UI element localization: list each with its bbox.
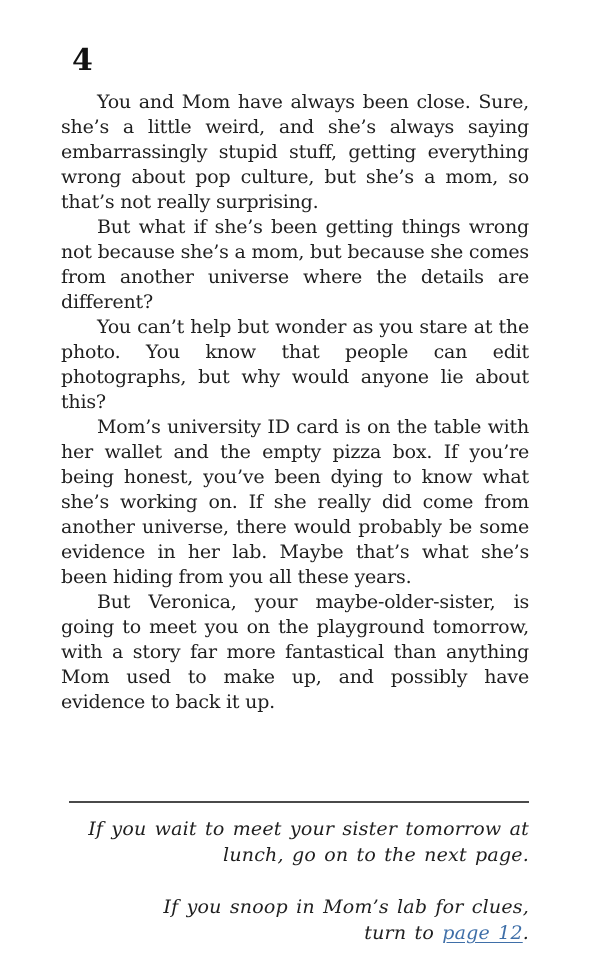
choice-wait-line-1: If you wait to meet your sister tomorrow at <box>88 818 529 840</box>
page-number: 4 <box>72 43 93 78</box>
choice-footer <box>61 801 529 946</box>
choice-wait <box>61 816 529 868</box>
story-paragraph: You can’t help but wonder as you stare at the photo. You know that people can edit photographs, but why would anyone lie about this? <box>61 316 529 413</box>
story-text <box>61 90 529 715</box>
choice-snoop-prefix: turn to <box>364 922 443 944</box>
divider <box>69 801 529 803</box>
choice-wait-line-2: lunch, go on to the next page. <box>223 844 529 866</box>
page-12-link[interactable]: page 12 <box>442 922 523 944</box>
story-paragraph: You and Mom have always been close. Sure, she’s a little weird, and she’s always saying embarrassingly stupid stuff, getting everything wrong about pop culture, but she’s a mom, so that’s not really surprising. <box>61 91 529 213</box>
story-paragraph: But what if she’s been getting things wrong not because she’s a mom, but because she comes from another universe where the details are different? <box>61 216 529 313</box>
choice-snoop <box>61 894 529 946</box>
choice-snoop-suffix: . <box>522 922 529 944</box>
page-content <box>61 45 529 715</box>
choice-snoop-line-1: If you snoop in Mom’s lab for clues, <box>163 896 529 918</box>
choice-snoop-line-2 <box>61 920 529 946</box>
story-paragraph: But Veronica, your maybe-older-sister, is going to meet you on the playground tomorrow, with a story far more fantastical than anything Mom used to make up, and possibly have evidence to back it up. <box>61 591 529 713</box>
story-paragraph: Mom’s university ID card is on the table with her wallet and the empty pizza box. If you’re being honest, you’ve been dying to know what she’s working on. If she really did come from another universe, there would probably be some evidence in her lab. Maybe that’s what she’s been hiding from you all these years. <box>61 416 529 588</box>
